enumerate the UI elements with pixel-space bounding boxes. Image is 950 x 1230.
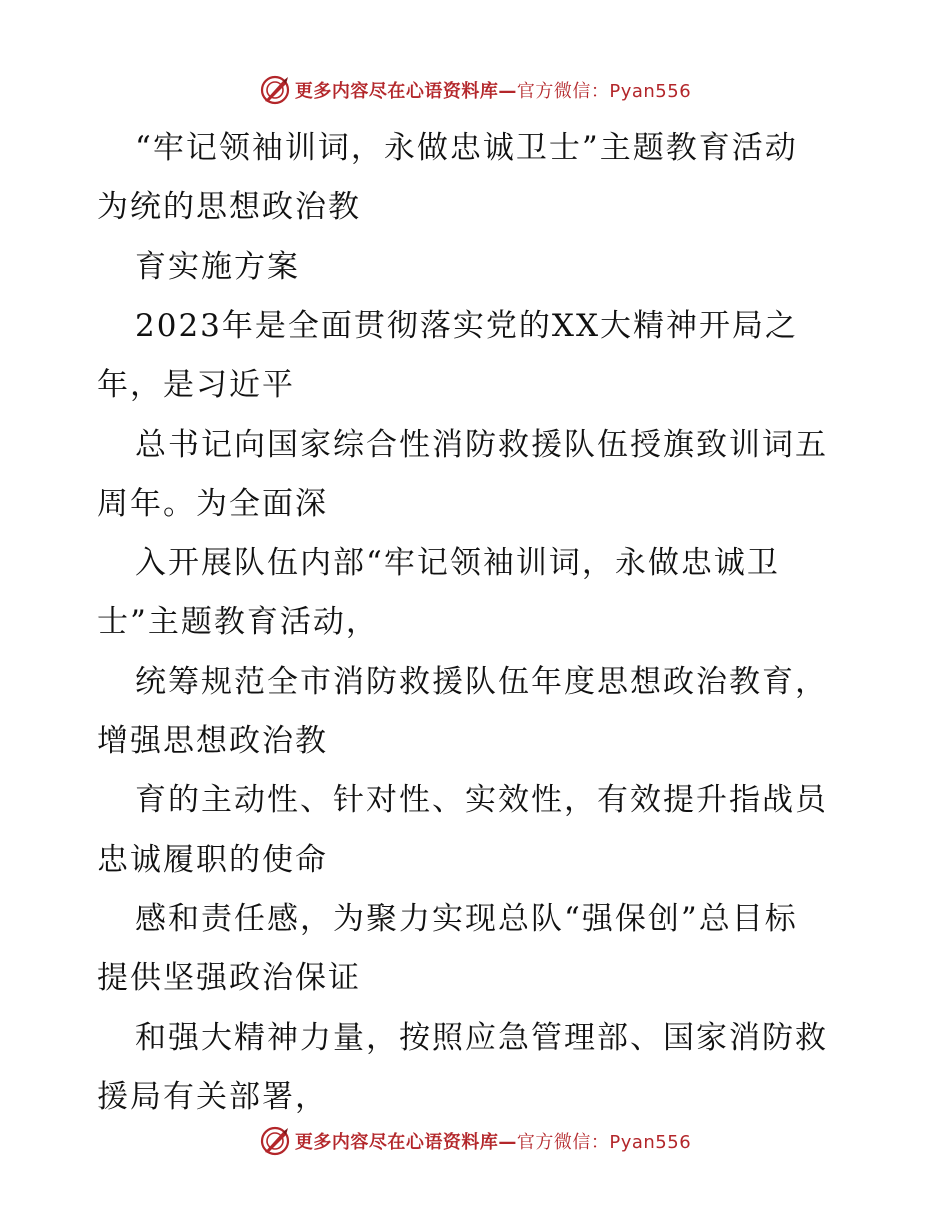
text-line: 周年。为全面深 — [97, 486, 328, 522]
text-line: 年，是习近平 — [97, 367, 295, 403]
watermark-text: 更多内容尽在心语资料库—官方微信：Pyan556 — [294, 81, 692, 102]
text-line: 提供坚强政治保证 — [97, 960, 361, 996]
text-line: 援局有关部署， — [97, 1079, 328, 1115]
quill-logo-icon — [259, 74, 291, 106]
text-line: 忠诚履职的使命 — [97, 842, 328, 878]
text-line: 和强大精神力量，按照应急管理部、国家消防救 — [135, 1020, 828, 1056]
text-line: 入开展队伍内部“牢记领袖训词，永做忠诚卫 — [135, 545, 780, 581]
text-line: 2023年是全面贯彻落实党的XX大精神开局之 — [135, 308, 799, 344]
text-line: 育实施方案 — [135, 249, 300, 285]
text-line: 感和责任感，为聚力实现总队“强保创”总目标 — [135, 901, 798, 937]
header-watermark-banner — [0, 70, 950, 110]
text-line: 为统的思想政治教 — [97, 189, 361, 225]
text-line: “牢记领袖训词，永做忠诚卫士”主题教育活动 — [135, 130, 798, 166]
quill-logo-icon — [259, 1125, 291, 1157]
watermark-text: 更多内容尽在心语资料库—官方微信：Pyan556 — [294, 1132, 692, 1153]
text-line: 统筹规范全市消防救援队伍年度思想政治教育， — [135, 664, 828, 700]
text-line: 总书记向国家综合性消防救援队伍授旗致训词五 — [135, 427, 828, 463]
text-line: 育的主动性、针对性、实效性，有效提升指战员 — [135, 782, 828, 818]
footer-watermark-banner — [0, 1121, 950, 1161]
text-line: 增强思想政治教 — [97, 723, 328, 759]
text-line: 士”主题教育活动， — [97, 604, 379, 640]
